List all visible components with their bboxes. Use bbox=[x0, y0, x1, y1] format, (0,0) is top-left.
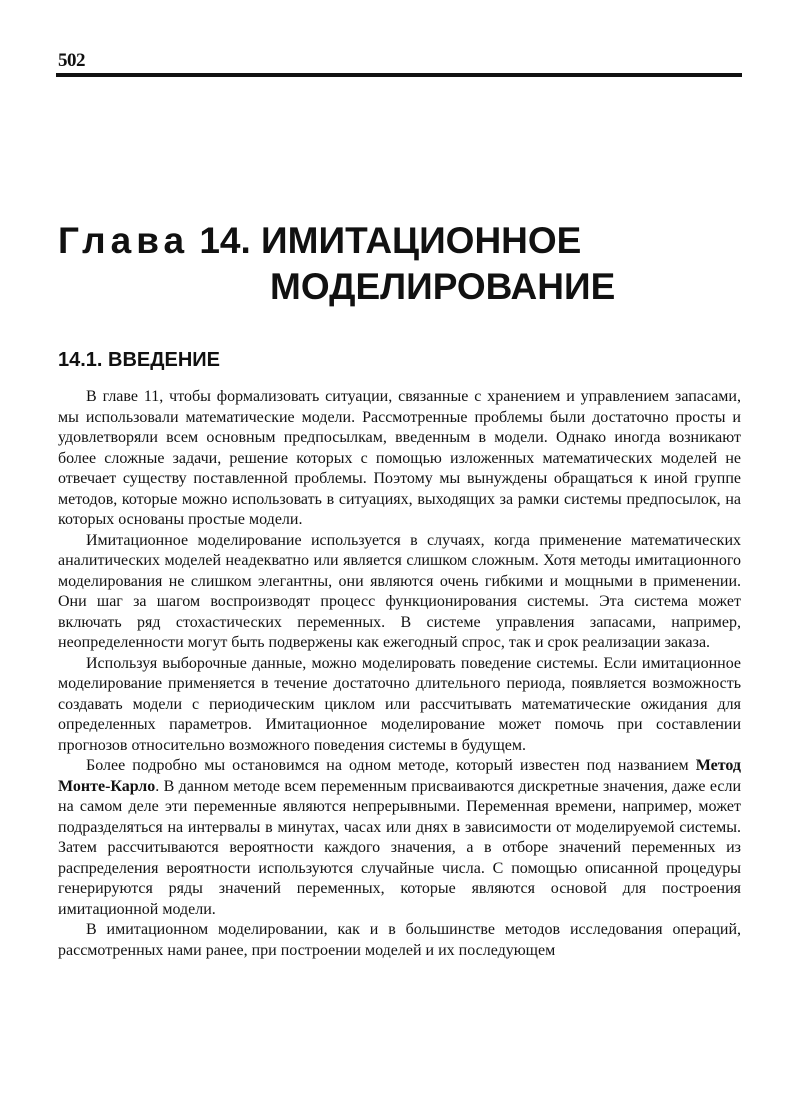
paragraph-4-start: Более подробно мы остановимся на одном методе, который известен под названием bbox=[86, 757, 696, 774]
paragraph-2: Имитационное моделирование используется в случаях, когда применение математических аналитических моделей неадекватно или является слишком сложным. Хотя методы имитационного моделирования не слишком элегантны, они являются очень гибкими и мощными в применении. Они шаг за шагом воспроизводят процесс функционирования системы. Эта система может включать ряд стохастических переменных. В системе управления запасами, например, неопределенности могут быть подвержены как ежегодный спрос, так и срок реализации заказа. bbox=[58, 531, 741, 651]
chapter-title-line-1 bbox=[58, 218, 748, 264]
body-text bbox=[58, 387, 741, 961]
paragraph-3: Используя выборочные данные, можно моделировать поведение системы. Если имитационное моделирование применяется в течение достаточно длительного периода, появляется возможность создавать модели с периодическим циклом или рассчитывать математические ожидания для определенных параметров. Имитационное моделирование может помочь при составлении прогнозов относительно возможного поведения системы в будущем. bbox=[58, 654, 741, 754]
paragraph-1: В главе 11, чтобы формализовать ситуации, связанные с хранением и управлением запасами, мы использовали математические модели. Рассмотренные проблемы были достаточно просты и удовлетворяли всем основным предпосылкам, введенным в модели. Однако иногда возникают более сложные задачи, решение которых с помощью изложенных математических моделей не отвечает существу поставленной проблемы. Поэтому мы вынуждены обращаться к иной группе методов, которые можно использовать в ситуациях, выходящих за рамки системы предпосылок, на которых основаны простые модели. bbox=[58, 388, 741, 528]
chapter-title-part-1: 14. ИМИТАЦИОННОЕ bbox=[199, 220, 582, 261]
page-number: 502 bbox=[58, 50, 85, 71]
monte-carlo-term: Метод Монте-Карло bbox=[58, 757, 741, 795]
section-heading: 14.1. ВВЕДЕНИЕ bbox=[58, 349, 221, 371]
paragraph-5: В имитационном моделировании, как и в большинстве методов исследования операций, рассмотренных нами ранее, при построении моделей и их последующем bbox=[58, 921, 741, 959]
chapter-title bbox=[58, 218, 748, 310]
chapter-title-line-2: МОДЕЛИРОВАНИЕ bbox=[270, 266, 616, 307]
paragraph-4-end: . В данном методе всем переменным присваиваются дискретные значения, даже если на самом деле эти переменные являются непрерывными. Переменная времени, например, может подразделяться на интервалы в минутах, часах или днях в зависимости от моделируемой системы. Затем рассчитываются вероятности каждого значения, а в отборе значений переменных из распределения вероятности используются случайные числа. С помощью описанной процедуры генерируются ряды значений переменных, которые являются основой для построения имитационной модели. bbox=[58, 777, 741, 918]
chapter-label: Глава bbox=[58, 220, 190, 261]
paragraph-4 bbox=[58, 756, 741, 920]
header-rule bbox=[56, 73, 742, 77]
